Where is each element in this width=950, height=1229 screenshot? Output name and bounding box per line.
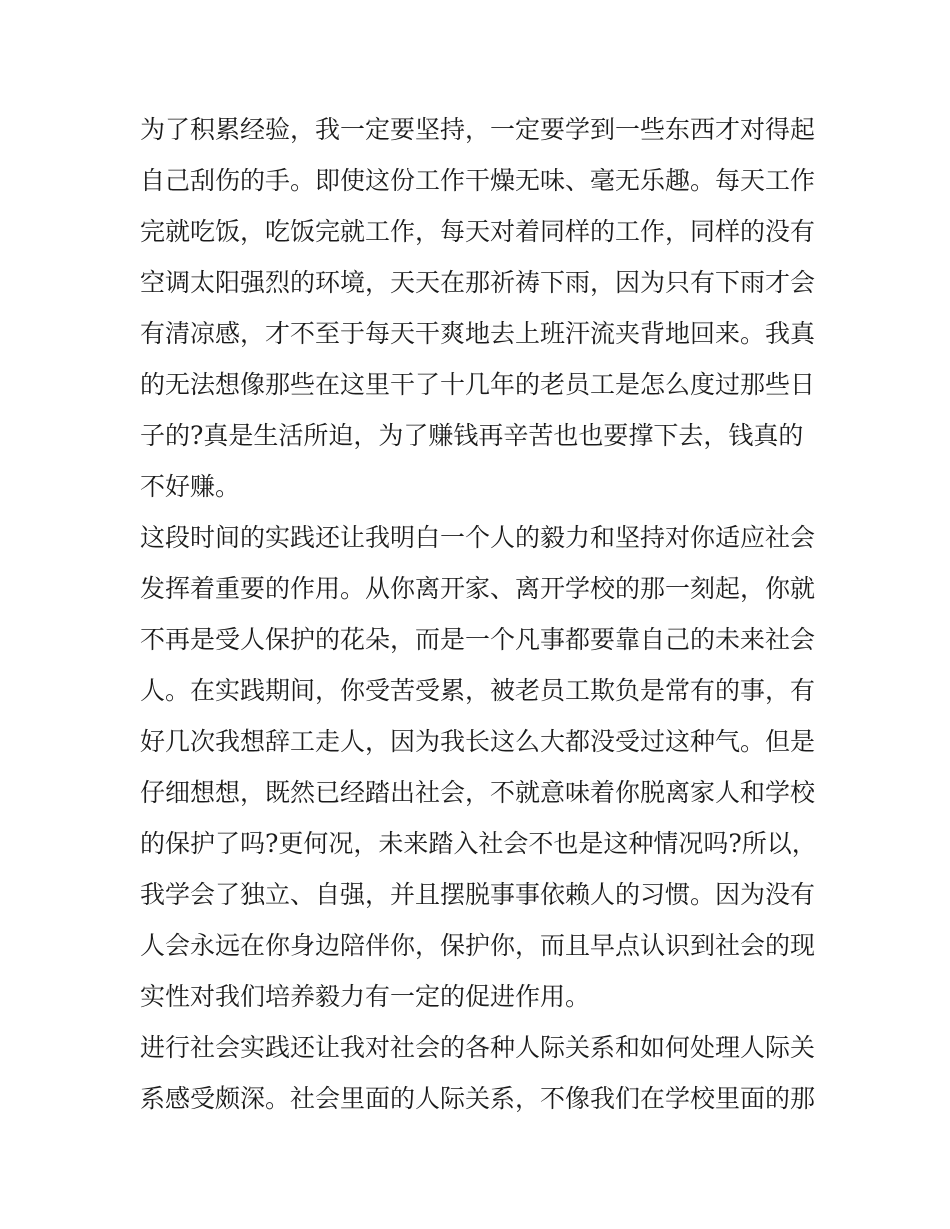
text-line: 这段时间的实践还让我明白一个人的毅力和坚持对你适应社会: [140, 523, 816, 552]
document-body: [140, 104, 820, 1124]
text-line: 完就吃饭，吃饭完就工作，每天对着同样的工作，同样的没有: [140, 217, 816, 246]
text-line: 人会永远在你身边陪伴你，保护你，而且早点认识到社会的现: [140, 931, 816, 960]
text-line: 为了积累经验，我一定要坚持，一定要学到一些东西才对得起: [140, 115, 816, 144]
text-line: 有清凉感，才不至于每天干爽地去上班汗流夹背地回来。我真: [140, 319, 816, 348]
text-line: 我学会了独立、自强，并且摆脱事事依赖人的习惯。因为没有: [140, 880, 816, 909]
text-line: 实性对我们培养毅力有一定的促进作用。: [140, 982, 591, 1011]
text-line: 不再是受人保护的花朵，而是一个凡事都要靠自己的未来社会: [140, 625, 816, 654]
text-line: 发挥着重要的作用。从你离开家、离开学校的那一刻起，你就: [140, 574, 816, 603]
text-line: 人。在实践期间，你受苦受累，被老员工欺负是常有的事，有: [140, 676, 816, 705]
text-line: 系感受颇深。社会里面的人际关系，不像我们在学校里面的那: [140, 1084, 816, 1113]
text-line: 自己刮伤的手。即使这份工作干燥无味、毫无乐趣。每天工作: [140, 166, 816, 195]
text-line: 的保护了吗?更何况，未来踏入社会不也是这种情况吗?所以，: [140, 829, 817, 858]
text-line: 进行社会实践还让我对社会的各种人际关系和如何处理人际关: [140, 1033, 816, 1062]
text-line: 空调太阳强烈的环境，天天在那祈祷下雨，因为只有下雨才会: [140, 268, 816, 297]
text-line: 的无法想像那些在这里干了十几年的老员工是怎么度过那些日: [140, 370, 816, 399]
text-line: 好几次我想辞工走人，因为我长这么大都没受过这种气。但是: [140, 727, 816, 756]
text-line: 仔细想想，既然已经踏出社会，不就意味着你脱离家人和学校: [140, 778, 816, 807]
text-line: 不好赚。: [140, 472, 241, 501]
text-line: 子的?真是生活所迫，为了赚钱再辛苦也也要撑下去，钱真的: [140, 421, 804, 450]
